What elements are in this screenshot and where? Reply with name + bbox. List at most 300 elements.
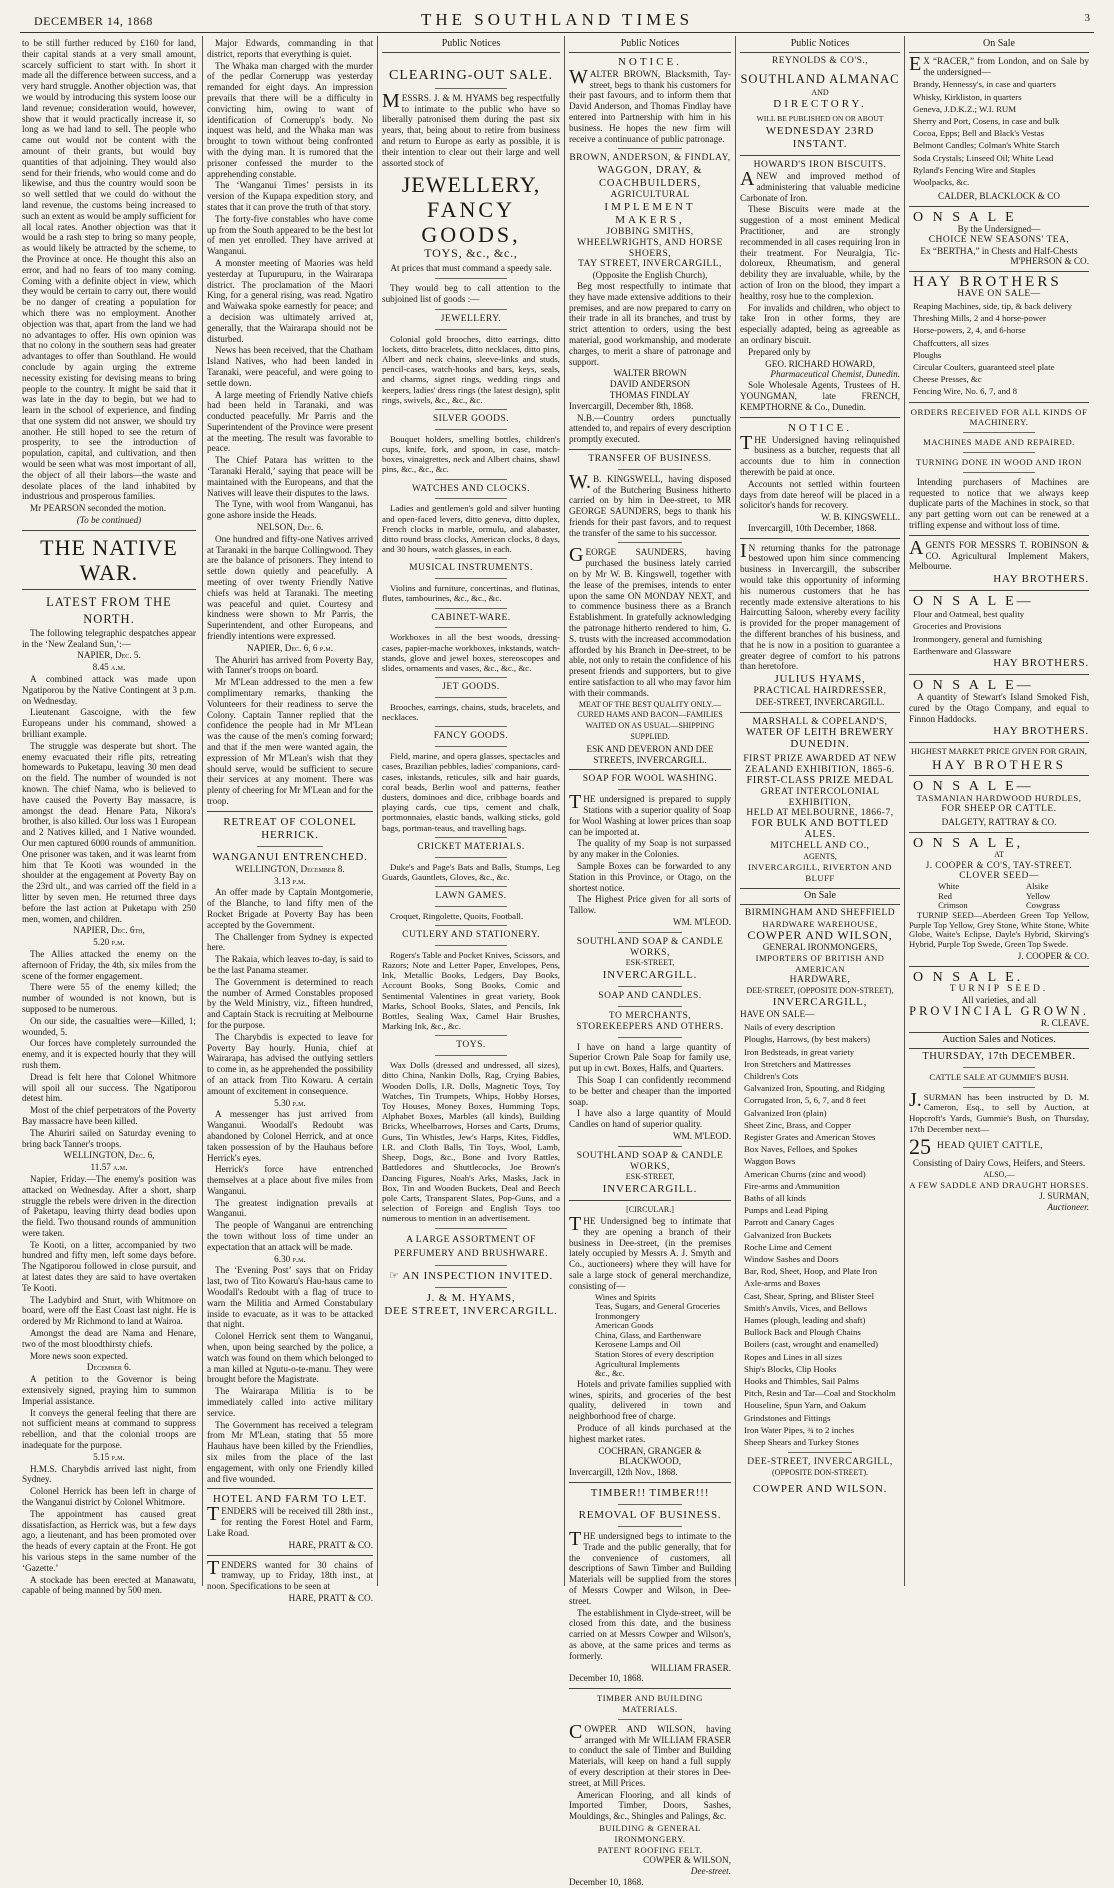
column-rule bbox=[377, 36, 378, 1586]
howard-text: For invalids and children, who object to take Iron in other forms, they are especially adapted, being as agreeable as an ordinary biscuit. bbox=[740, 302, 900, 345]
despatch-paragraph: On our side, the casualties were—Killed, 1; wounded, 5. bbox=[22, 1015, 196, 1037]
despatch-paragraph: A petition to the Governor is being extensively signed, praying him to summon Imperial assistance. bbox=[22, 1374, 196, 1406]
waggon-line: WAGGON, DRAY, & COACHBUILDERS, bbox=[597, 165, 703, 190]
cowper-date: December 10, 1868. bbox=[569, 1876, 644, 1887]
hyams-intro: MESSRS. J. & M. HYAMS beg respectfully to intimate to the public who have so liberally patronised them during the past six years, that, being about to retire from business and return to Europe as early as possible, it is their intention to clear out their large and well assorted stock of bbox=[382, 89, 560, 168]
column-3 bbox=[382, 38, 560, 1586]
cowper-street: Dee-street. bbox=[690, 1866, 731, 1877]
despatch-paragraph: A stockade has been erected at Manawatu, capable of being manned by 500 men. bbox=[22, 1574, 196, 1596]
despatch-paragraph: It conveys the general feeling that there are not sufficient means at command to suppress rebellion, and that the colonial troops are inadequate for the purpose. bbox=[22, 1407, 196, 1451]
divider bbox=[207, 1488, 373, 1489]
tay-street-line: TAY STREET, INVERCARGILL, bbox=[578, 259, 722, 270]
despatch-paragraph: The Government is determined to reach the number of Armed Constables proposed by the Weld Ministry, viz., fifteen hundred, and Captain Stack is recruiting at Melbourne for the purpose. bbox=[207, 976, 373, 1030]
racer-item: Brandy, Hennessy's, in case and quarters bbox=[913, 79, 1056, 90]
surman-signature: J. SURMAN, bbox=[1039, 1191, 1089, 1202]
circular-text: Hotels and private families supplied with wines, spirits, and groceries of the best quality, delivered in town and neighborhood free of charge. bbox=[569, 1378, 731, 1422]
despatch-paragraph: Colonel Herrick sent them to Wanganui, when, upon being searched by the police, a watch was found on them which belonged to a man killed at Ngutu-o-te-manu. They were brought before the Magistrate. bbox=[207, 1331, 373, 1385]
despatch-paragraph: The Challenger from Sydney is expected here. bbox=[207, 931, 373, 953]
leith-line: WATER OF LEITH BREWERY bbox=[745, 726, 895, 738]
hardware-item: Houseline, Spun Yarn, and Oakum bbox=[744, 1400, 866, 1411]
column-6 bbox=[909, 38, 1089, 1586]
despatch-paragraph: Dread is felt here that Colonel Whitmore will spoil all our success. The Ngatiporou detest him. bbox=[22, 1071, 196, 1104]
hardware-item: Window Sashes and Doors bbox=[744, 1254, 839, 1265]
page-corner-mark: 3 bbox=[1084, 12, 1090, 24]
divider bbox=[435, 746, 506, 747]
divider bbox=[435, 278, 506, 279]
invercargill-line: INVERCARGILL, bbox=[772, 996, 868, 1009]
hardware-item: Grindstones and Fittings bbox=[744, 1412, 831, 1423]
dee-opposite-line: DEE-STREET, (OPPOSITE DON-STREET), bbox=[746, 985, 894, 995]
sheep-line: FOR SHEEP OR CATTLE. bbox=[941, 803, 1057, 814]
article-paragraph: One hundred and fifty-one Natives arrived at Taranaki in the barque Collingwood. They are the balance of prisoners. They intend to settle down quietly and peacefully. A meeting of over twenty Friendly Native chiefs was held at Taranaki. The meeting was peaceful and quiet. Courtesy and kindness were shown to Mr Parris, the Superintendent, and other Europeans, and friendly intentions were expressed. bbox=[207, 533, 373, 642]
howard-text: These Biscuits were made at the suggestion of a most eminent Medical Practitioner, and are strongly recommended in all cases requiring Iron in their treatment. For Neuralgia, Tic-doloreux, Rheumatism, and general debility they are invaluable, while, by the action of Iron on the blood, they impart a healthy, rosy hue to the complexion. bbox=[740, 204, 900, 301]
removal-text: The establishment in Clyde-street, will be closed from this date, and the business carried on at Messrs Cowper and Wilson's, as above, at the same prices and terms as formerly. bbox=[569, 1607, 731, 1661]
inspection-line: ☞ AN INSPECTION INVITED. bbox=[388, 1269, 554, 1282]
despatch-paragraph: 8.45 a.m. bbox=[92, 662, 126, 673]
mcleod-signature: WM. M'LEOD. bbox=[672, 1130, 731, 1141]
continued-note: (To be continued) bbox=[76, 515, 142, 526]
gummies-bush-line: CATTLE SALE AT GUMMIE'S BUSH. bbox=[929, 1071, 1069, 1082]
divider bbox=[618, 1006, 683, 1007]
clover-variety: Cowgrass bbox=[1025, 900, 1060, 911]
fraser-signature: WILLIAM FRASER. bbox=[650, 1662, 731, 1673]
provisions-item: Ironmongery, general and furnishing bbox=[913, 633, 1042, 644]
column-4 bbox=[569, 38, 732, 1887]
dalgety-signature: DALGETY, RATTRAY & CO. bbox=[941, 816, 1057, 827]
clover-right-list bbox=[1026, 882, 1060, 911]
article-paragraph: The forty-five constables who have come up from the South appeared to be the best lot of men yet enrolled. They have arrived at Wanganui. bbox=[207, 213, 373, 257]
despatch-paragraph: An offer made by Captain Montgomerie, of the Blanche, to land fifty men of the Rocket Brigade at Poverty Bay has been accepted by the Government. bbox=[207, 887, 373, 930]
racer-item: Geneva, J.D.K.Z.; W.I. RUM bbox=[913, 103, 1017, 114]
column-5 bbox=[740, 38, 900, 1586]
divider bbox=[909, 742, 1089, 743]
machinery-list bbox=[909, 300, 1089, 398]
felt-line: PATENT ROOFING FELT. bbox=[597, 1844, 703, 1855]
divider bbox=[435, 837, 506, 838]
hardware-item: Baths of all kinds bbox=[744, 1193, 806, 1204]
divider bbox=[435, 558, 506, 559]
cattle-count: 25 bbox=[909, 1133, 931, 1159]
jewellery-headline: JEWELLERY, bbox=[401, 172, 541, 198]
hyams-signature: J. & M. HYAMS, bbox=[426, 1291, 516, 1304]
hardware-item: Roche Lime and Cement bbox=[744, 1241, 832, 1252]
saunders-text: GEORGE SAUNDERS, having purchased the business lately carried on by Mr W. B. Kingswell, together with the lease of the premises, intends to enter upon the same ON MONDAY NEXT, and to commence business there as a Branch Establishment. In gratefully acknowledging the patronage hitherto rendered to him, G. S. trusts with the increased accommodation afforded by his Branch in Dee-street, to be able, not only to retain the confidence of his present friends and supporters, but to give entire satisfaction to all who may favor him with their commands. bbox=[569, 544, 732, 698]
reynolds-line: REYNOLDS & CO'S., bbox=[771, 55, 869, 66]
article-paragraph: The ‘Wanganui Times’ persists in its version of the Kupapa expedition story, and states that it can prove the truth of that story. bbox=[207, 180, 373, 212]
brown-date: Invercargill, December 8th, 1868. bbox=[569, 400, 694, 411]
fancy-goods-headline: FANCY GOODS, bbox=[421, 197, 521, 248]
at-line: AT bbox=[994, 849, 1004, 859]
goods-section-text: Violins and furniture, concertinas, and flutinas, flutes, tambourines, &c., &c., &c. bbox=[382, 583, 560, 604]
hardware-item: Pitch, Resin and Tar—Coal and Stockholm bbox=[744, 1388, 896, 1399]
machinery-item: Cheese Presses, &c bbox=[913, 374, 982, 385]
article-paragraph: to be still further reduced by £160 for land, their capital stands at a very small amount, scarcely sufficient to start with. In short it made all the difference between success, and a very hard struggle. Another objection was, that we would by introducing this system loose our land revenue; consideration would, however, show that it would practically increase it, so long as we had land to sell. The people who came out would not be content with the amount of their grants, but would buy quantities of that adjoining. They would also send for their friends, who would come and do likewise, and thus the country would soon be so well settled that we could do without the land revenue, the customs being increased to such an extent as would be amply sufficient for all local rates. Another objection was that it would be a rash step to bring so many people, as would likely be attracted by the scheme, to the Province at once. He thought this also an error, and had no fears of too many coming. Coming with a definite object in view, which they would be certain to carry out, there would be no danger of creating a population for which there was no employment. Another objection was that, apart from the land we had no advantages to offer. His own opinion was that no colony in the southern seas had greater advantages to offer than Southland. He would conclude by again urging the extreme necessity existing for devising means to bring people to the country. It might be said that it was late in the day to begin, but we had to learn in the school of experience, and finding that one system did not answer, we should try another. He still hoped to see the return of prosperity, to see the introduction of population, capital, and cultivation, and then would be seen what was most important of all, the object of all their labors—the waste and desolate places of the land inhabited by industrious and prosperous families. bbox=[22, 38, 196, 502]
clover-variety: White bbox=[938, 880, 960, 891]
hotel-signature: HARE, PRATT & CO. bbox=[288, 1539, 373, 1550]
goods-section-title: FANCY GOODS. bbox=[433, 731, 509, 742]
divider bbox=[909, 402, 1089, 403]
column-heading: Public Notices bbox=[740, 39, 900, 53]
article-paragraph: News has been received, that the Chatham Island Natives, who had been landed in Taranaki, were peaceful, and were going to settle down. bbox=[207, 345, 373, 388]
divider bbox=[207, 1555, 373, 1556]
divider bbox=[740, 155, 900, 156]
column-rule bbox=[904, 36, 905, 1586]
goods-section-text: Colonial gold brooches, ditto earrings, ditto lockets, ditto bracelets, ditto necklaces, ditto pins, Albert and neck chains, sleeve-links and studs, pencil-cases, watch-hooks and bars, keys, seals, and charms, signet rings, wedding rings and keepers, ladies' dress rings (the latest design), split rings, swivels, &c., &c., &c. bbox=[382, 333, 560, 405]
tea-line: CHOICE NEW SEASONS' TEA, bbox=[928, 234, 1070, 245]
despatch-paragraph: NAPIER, Dec. 5. bbox=[77, 650, 141, 661]
on-sale-heading: O N S A L E— bbox=[913, 594, 1034, 610]
despatch-paragraph: H.M.S. Charybdis arrived last night, from Sydney. bbox=[22, 1463, 196, 1485]
hardware-warehouse-line: HARDWARE WAREHOUSE, bbox=[762, 918, 878, 929]
first-prize-line: FIRST PRIZE AWARDED AT NEW bbox=[743, 754, 897, 765]
candles-text: I have also a large quantity of Mould Candles on hand of superior quality. bbox=[569, 1108, 731, 1130]
goods-section-title: LAWN GAMES. bbox=[435, 891, 507, 902]
hay-brothers-heading: HAY BROTHERS bbox=[932, 757, 1066, 773]
clover-table bbox=[909, 882, 1089, 911]
clover-variety: Crimson bbox=[938, 900, 968, 911]
provisions-item: Groceries and Provisions bbox=[913, 621, 1002, 632]
agents-line: AGENTS, bbox=[803, 851, 837, 861]
article-paragraph: A large meeting of Friendly Native chiefs had been held in Taranaki, and was conducted peacefully. Mr Parris and the Superintendent of the Province were present at the meeting. The result was favorable to peace. bbox=[207, 389, 373, 454]
divider bbox=[569, 1482, 731, 1483]
despatch-paragraph: The Government has received a telegram from Mr M'Lean, stating that 55 more Hauhaus have been killed by the Friendlies, six miles from the place of the last engagement, with only one Friendly killed and five wounded. bbox=[207, 1419, 373, 1484]
divider bbox=[909, 271, 1089, 272]
opposite-line: (Opposite the English Church), bbox=[592, 270, 708, 281]
despatch-paragraph: The Rakaia, which leaves to-day, is said to be the last Panama steamer. bbox=[207, 954, 373, 975]
wellington-despatches bbox=[207, 864, 373, 1485]
article-paragraph: A monster meeting of Maories was held yesterday at Tupurupuru, in the Wairarapa district. The proclamation of the Maori King, for a general rising, was read. Ngatiro and Waiwaka spoke earnestly for peace; and a decision was ultimately arrived at, generally, that the Wairarapa should not be disturbed. bbox=[207, 257, 373, 344]
retreat-headline: RETREAT OF COLONEL HERRICK. bbox=[223, 815, 357, 841]
clover-variety: Yellow bbox=[1025, 890, 1051, 901]
circular-text: THE Undersigned beg to intimate that they are opening a branch of their business in Dee-street, (in the premises lately occupied by Messrs A. J. Smyth and Co., auctioneers) where they will have for sale a large stock of general merchandize, consisting of— bbox=[569, 1212, 731, 1291]
despatch-paragraph: There were 55 of the enemy killed; the number of wounded is not known, but is supposed to be numerous. bbox=[22, 982, 196, 1014]
article-paragraph: Major Edwards, commanding in that district, reports that everything is quiet. bbox=[207, 38, 373, 59]
article-paragraph: The Chief Patara has written to the ‘Taranaki Herald,’ saying that peace will be maintained with the Europeans, and that the Natives will leave their disputes to the laws. bbox=[207, 455, 373, 498]
robinson-agents: AGENTS FOR MESSRS T. ROBINSON & CO. Agricultural Implement Makers, Melbourne. bbox=[909, 536, 1089, 572]
divider bbox=[569, 1688, 731, 1689]
racer-item: Whisky, Kirkliston, in quarters bbox=[913, 91, 1022, 102]
divider bbox=[909, 590, 1089, 591]
divider bbox=[435, 1228, 506, 1229]
divider bbox=[618, 1504, 683, 1505]
howard-signature: GEO. RICHARD HOWARD, bbox=[765, 358, 875, 369]
divider bbox=[569, 769, 731, 770]
article-paragraph: The Tyne, with wool from Wanganui, has gone ashore inside the Heads. bbox=[207, 499, 373, 521]
on-sale-heading: O N S A L E, bbox=[913, 835, 1024, 851]
by-undersigned: By the Undersigned— bbox=[957, 224, 1041, 235]
hardware-item: Corrugated Iron, 5, 6, 7, and 8 feet bbox=[744, 1095, 866, 1106]
cowper-signature: COWPER & WILSON, bbox=[643, 1855, 731, 1866]
hardware-item: Smith's Anvils, Vices, and Bellows bbox=[744, 1302, 868, 1313]
despatch-paragraph: The struggle was desperate but short. The enemy evacuated their rifle pits, retreating homewards to Puketapu, leaving 30 men dead on the field. The number of wounded is not known. The chief Nama, who is believed to have caused the Poverty Bay massacre, is amongst the dead. Henare Pata, Nikora's brother, is also killed. Our loss was 1 European and 2 Natives killed, and 1 Native wounded. Our men captured 6000 rounds of ammunition. One prisoner was taken, and it was learnt from him that Te Kooti was wounded in the shoulder at the engagement at Poverty Bay on the 23rd ult., and was carried off the field in a litter by seven men. He returned three days before the last action at Puketapu with 250 men, women, and children. bbox=[22, 740, 196, 924]
hardware-item: Iron Stretchers and Mattresses bbox=[744, 1058, 851, 1069]
despatch-paragraph: More news soon expected. bbox=[30, 1350, 128, 1361]
divider bbox=[435, 498, 506, 499]
column-heading: On Sale bbox=[909, 39, 1089, 53]
intercolonial-line: GREAT INTERCOLONIAL EXHIBITION, bbox=[760, 786, 880, 808]
divider bbox=[788, 1452, 852, 1453]
divider bbox=[435, 329, 506, 330]
divider bbox=[909, 832, 1089, 833]
tramway-text: TENDERS wanted for 30 chains of tramway, up to Friday, 18th inst., at noon. Specifications to be seen at bbox=[207, 1556, 373, 1592]
divider bbox=[22, 530, 196, 531]
varieties-line: All varieties, and all bbox=[961, 994, 1037, 1005]
mitchell-line: MITCHELL AND CO., bbox=[770, 840, 870, 851]
tramway-signature: HARE, PRATT & CO. bbox=[288, 1592, 373, 1603]
divider bbox=[435, 1055, 506, 1056]
despatch-paragraph: WELLINGTON, Dec. 6, bbox=[63, 1150, 155, 1161]
clover-variety: Red bbox=[938, 890, 952, 901]
despatch-paragraph: 5.15 p.m. bbox=[93, 1451, 125, 1462]
consisting-line: Consisting of Dairy Cows, Heifers, and Steers. bbox=[912, 1157, 1086, 1168]
on-sale-heading: O N S A L E— bbox=[913, 678, 1034, 693]
divider bbox=[740, 538, 900, 539]
despatch-paragraph: 5.30 p.m. bbox=[274, 1097, 306, 1108]
divider bbox=[435, 1035, 506, 1036]
hay-signature: HAY BROTHERS. bbox=[993, 657, 1089, 669]
perfumery-line: A LARGE ASSORTMENT OF PERFUMERY AND BRUSHWARE. bbox=[394, 1234, 548, 1259]
meat-line: MEAT OF THE BEST QUALITY ONLY.—CURED HAMS AND BACON—FAMILIES WAITED ON AS USUAL—SHIPPING SUPPLIED. bbox=[577, 699, 723, 742]
birmingham-line: BIRMINGHAM AND SHEFFIELD bbox=[744, 907, 896, 918]
brown-nb: N.B.—Country orders punctually attended to, and repairs of every description promptly executed. bbox=[569, 412, 731, 445]
divider bbox=[569, 1200, 731, 1201]
despatch-paragraph: Amongst the dead are Nama and Henare, two of the most bloodthirsty chiefs. bbox=[22, 1328, 196, 1349]
opposite-footer: (OPPOSITE DON-STREET). bbox=[772, 1468, 868, 1478]
goods-section-text: Rogers's Table and Pocket Knives, Scissors, and Razors; Note and Letter Paper, Envelopes, Pens, Ink, Metallic Books, Ledgers, Day Books, Account Books, Song Books, Comic and Sentimental Valentines in great variety, Book Marks, School Books, Slates, and Pencils, Ink Bottles, Sealing Wax, Camel Hair Brushes, Marking Ink, &c., &c. bbox=[382, 949, 560, 1032]
kingswell-notice: THE Undersigned having relinquished business as a butcher, requests that all accounts due to him in connection therewith be paid at once. bbox=[740, 431, 900, 477]
goods-section-title: CRICKET MATERIALS. bbox=[417, 841, 525, 852]
esk-street: ESK-STREET, bbox=[625, 958, 675, 968]
column-heading: Public Notices bbox=[569, 39, 731, 53]
prices-line: At prices that must command a speedy sale. bbox=[390, 263, 552, 274]
jobbing-line: JOBBING SMITHS, bbox=[606, 226, 694, 237]
goods-section-title: CABINET-WARE. bbox=[431, 612, 511, 623]
dunedin-line: DUNEDIN. bbox=[790, 738, 850, 751]
hay-signature: HAY BROTHERS. bbox=[993, 573, 1089, 586]
howard-headline: HOWARD'S IRON BISCUITS. bbox=[753, 160, 887, 171]
hardware-item: Galvanized Iron (plain) bbox=[744, 1107, 827, 1118]
have-on-sale: HAVE ON SALE— bbox=[740, 1009, 815, 1020]
divider bbox=[909, 206, 1089, 207]
goods-section-title: CUTLERY AND STATIONERY. bbox=[402, 930, 540, 941]
hardware-line: HARDWARE, bbox=[789, 974, 851, 985]
divider bbox=[963, 1087, 1035, 1088]
divider bbox=[618, 469, 683, 470]
divider bbox=[618, 789, 683, 790]
goods-item: Wines and Spirits bbox=[595, 1291, 656, 1302]
esk-address: ESK AND DEVERON AND DEE STREETS, INVERCARGILL. bbox=[586, 743, 714, 765]
article-paragraph: The Ahuriri has arrived from Poverty Bay, with Tanner's troops on board. bbox=[207, 654, 373, 676]
divider bbox=[909, 775, 1089, 776]
provisions-list bbox=[909, 608, 1089, 657]
newspaper-title: THE SOUTHLAND TIMES bbox=[420, 10, 694, 29]
partner-name: THOMAS FINDLAY bbox=[609, 389, 691, 400]
machines-line: MACHINES MADE AND REPAIRED. bbox=[923, 437, 1075, 448]
directory-title: DIRECTORY. bbox=[773, 98, 867, 111]
hardware-item: Cast, Shear, Spring, and Blister Steel bbox=[744, 1290, 875, 1301]
hardware-item: Hooks and Thimbles, Sail Palms bbox=[744, 1376, 859, 1387]
despatch-paragraph: 3.13 p.m. bbox=[274, 875, 306, 886]
machinery-item: Ploughs bbox=[913, 349, 942, 360]
intending-text: Intending purchasers of Machines are requested to notice that we always keep duplicate parts of the Machines in stock, so that any part getting worn out can be renewed at a trifling expense and without loss of time. bbox=[909, 476, 1089, 530]
despatch-paragraph: Colonel Herrick has been left in charge of the Wanganui district by Colonel Whitmore. bbox=[22, 1486, 196, 1508]
machinery-item: Circular Coulters, guaranteed steel plate bbox=[913, 362, 1055, 373]
candles-text: This Soap I can confidently recommend to be better and cheaper than the imported soap. bbox=[569, 1074, 731, 1107]
article-continuation bbox=[207, 38, 373, 807]
hairdresser-line: PRACTICAL HAIRDRESSER, bbox=[753, 686, 887, 697]
divider bbox=[435, 1265, 506, 1266]
divider bbox=[435, 608, 506, 609]
soap-works: SOUTHLAND SOAP & CANDLE WORKS, bbox=[576, 1150, 724, 1172]
removal-headline: REMOVAL OF BUSINESS. bbox=[578, 1509, 722, 1522]
cowper-signature: COWPER AND WILSON. bbox=[752, 1482, 888, 1495]
and-line: AND bbox=[811, 87, 829, 97]
despatch-paragraph: Most of the chief perpetrators of the Poverty Bay massacre have been killed. bbox=[22, 1105, 196, 1126]
hardware-item: American Churns (zinc and wood) bbox=[744, 1168, 866, 1179]
cochran-date: Invercargill, 12th Nov., 1868. bbox=[569, 1467, 678, 1478]
circular-label: [CIRCULAR.] bbox=[626, 1205, 674, 1215]
kingswell-signature: W. B. KINGSWELL. bbox=[820, 512, 900, 523]
thursday-line: THURSDAY, 17th DECEMBER. bbox=[922, 1050, 1076, 1062]
despatch-paragraph: The people of Wanganui are entrenching the town without loss of time under an expectation that an attack will be made. bbox=[207, 1220, 373, 1252]
soap-headline: SOAP FOR WOOL WASHING. bbox=[582, 774, 718, 785]
kingswell-text: W.B. KINGSWELL, having disposed of the Butchering Business hitherto carried on by him in Dee-street, to MR GEORGE SAUNDERS, begs to thank his friends for their past favors, and to request the transfer of the same to his successor. bbox=[569, 470, 731, 538]
hyams-haircutting-text: IN returning thanks for the patronage bestowed upon him since commencing business in Invercargill, the subscriber would take this opportunity of informing his numerous customers that he has recently made extensive alterations to his Haircutting Saloon, whereby every facility is provided for the proper management of the different branches of his business, and that he is now in a position to guarantee a greater degree of comfort to his patrons than heretofore. bbox=[740, 539, 900, 672]
soap-works: SOUTHLAND SOAP & CANDLE WORKS, bbox=[576, 936, 724, 958]
despatch-paragraph: The Allies attacked the enemy on the afternoon of Friday, the 4th, six miles from the scene of the former engagement. bbox=[22, 948, 196, 981]
auctioneer-line: Auctioneer. bbox=[1047, 1201, 1089, 1212]
divider bbox=[618, 542, 683, 543]
article-paragraph: NAPIER, Dec. 6, 6 p.m. bbox=[246, 642, 333, 653]
hardware-item: Parrott and Canary Cages bbox=[744, 1217, 835, 1228]
despatch-paragraph: The Charybdis is expected to leave for Poverty Bay hourly. Hunia, chief at Wairarapa, has advised the outlying settlers to come in, as he apprehended the possibility of an attack from Tito Kowaru. A certain amount of excitement in consequence. bbox=[207, 1031, 373, 1096]
goods-item: Ironmongery bbox=[595, 1310, 640, 1321]
hardware-item: Pumps and Lead Piping bbox=[744, 1205, 828, 1216]
soap-text: Sample Boxes can be forwarded to any Station in this Province, or Otago, on the shortest notice. bbox=[569, 861, 731, 893]
candles-text: I have on hand a large quantity of Superior Crown Pale Soap for family use, put up in cwt. Boxes, Halfs, and Quarters. bbox=[569, 1041, 731, 1074]
surman-text: J.SURMAN has been instructed by D. M. Cameron, Esq., to sell by Auction, at Hopcroft's Yards, Gummie's Bush, on Thursday, 17th December next— bbox=[909, 1088, 1089, 1134]
hardware-item: Boilers (cast, wrought and enamelled) bbox=[744, 1339, 879, 1350]
goods-section-title: TOYS. bbox=[456, 1040, 486, 1051]
goods-section-text: Ladies and gentlemen's gold and silver hunting and open-faced levers, ditto geneva, ditto duplex, French clocks in marble, ormulu, and alabaster, ditto round brass clocks, American clocks, 8 days, and 30 hours, watch glasses, in each. bbox=[382, 503, 560, 555]
goods-item: Station Stores of every description bbox=[595, 1349, 714, 1360]
notice-headline: NOTICE. bbox=[787, 421, 853, 434]
divider bbox=[963, 432, 1035, 433]
ales-line: FOR BULK AND BOTTLED ALES. bbox=[751, 818, 889, 841]
firm-name: BROWN, ANDERSON, & FINDLAY, bbox=[569, 153, 731, 164]
bertha-line: Ex “BERTHA,” in Chests and Half-Chests bbox=[920, 245, 1078, 256]
machinery-item: Reaping Machines, side, tip, & back delivery bbox=[913, 301, 1073, 311]
mcleod-signature: WM. M'LEOD. bbox=[672, 916, 731, 927]
orders-line: ORDERS RECEIVED FOR ALL KINDS OF MACHINERY. bbox=[910, 406, 1088, 428]
divider bbox=[618, 1719, 683, 1720]
dee-street-line: DEE-STREET, INVERCARGILL. bbox=[755, 697, 885, 708]
hardware-item: Iron Bedsteads, in great variety bbox=[744, 1046, 855, 1057]
divider bbox=[618, 148, 683, 149]
goods-section-title: JET GOODS. bbox=[442, 682, 500, 693]
despatch-paragraph: The appointment has caused great dissatisfaction, as Herrick was, but a few days ago, a lieutenant, and has been promoted over the heads of every captain at the Front. He got his various steps in the same number of the ‘Gazette.’ bbox=[22, 1508, 196, 1573]
cochran-signature: COCHRAN, GRANGER & BLACKWOOD, bbox=[598, 1445, 702, 1467]
cowper-text: American Flooring, and all kinds of Imported Timber, Doors, Sashes, Mouldings, &c., Shingles and Palings, &c. bbox=[569, 1789, 731, 1822]
prize-medal-line: FIRST-CLASS PRIZE MEDAL bbox=[746, 775, 894, 787]
ironmongery-line: BUILDING & GENERAL IRONMONGERY. bbox=[599, 1822, 701, 1844]
goods-item: &c., &c. bbox=[595, 1368, 625, 1379]
divider bbox=[909, 966, 1089, 967]
toys-headline: TOYS, &c., &c., bbox=[424, 246, 518, 261]
divider bbox=[435, 906, 506, 907]
cattle-line bbox=[909, 1133, 1089, 1159]
racer-item: Ryland's Fencing Wire and Staples bbox=[913, 164, 1036, 175]
cooper-signature: J. COOPER & CO. bbox=[1017, 950, 1089, 961]
soap-text: The quality of my Soap is not surpassed by any maker in the Colonies. bbox=[569, 838, 731, 860]
divider bbox=[963, 1067, 1035, 1068]
divider bbox=[963, 452, 1035, 453]
goods-section-text: Workboxes in all the best woods, dressing-cases, papier-mache workboxes, inkstands, watch-stands, glove and jewel boxes, stereoscopes and slides, ornaments and vases, &c., &c., &c. bbox=[382, 632, 560, 674]
hardware-item: Bar, Rod, Sheet, Hoop, and Plate Iron bbox=[744, 1266, 878, 1277]
hardware-item: Fire-arms and Ammunition bbox=[744, 1180, 840, 1191]
despatch-paragraph: The following telegraphic despatches appear in the ‘New Zealand Sun,’:— bbox=[22, 627, 196, 649]
hotel-headline: HOTEL AND FARM TO LET. bbox=[212, 1493, 368, 1506]
divider bbox=[435, 925, 506, 926]
kingswell-date: Invercargill, 10th December, 1868. bbox=[748, 522, 877, 533]
pointing-hand-icon: ☞ bbox=[388, 1269, 403, 1282]
on-sale-heading: O N S A L E bbox=[913, 210, 1017, 226]
published-line: WILL BE PUBLISHED ON OR ABOUT bbox=[756, 114, 884, 124]
turnip-text: TURNIP SEED—Aberdeen Green Top Yellow, Purple Top Yellow, Grey Stone, White Stone, White Globe, Waite's Eclipse, Dayle's Hybrid, Skirving's Hybrid, Purple Top Swede, Green Top Swede. bbox=[909, 909, 1089, 950]
despatch-paragraph: The Ladybird and Sturt, with Whitmore on board, were off the East Coast last night. He is ordered by Mr Richmond to land at Wairoa. bbox=[22, 1294, 196, 1327]
divider bbox=[435, 726, 506, 727]
issue-date: DECEMBER 14, 1868 bbox=[34, 14, 153, 28]
candles-headline: SOAP AND CANDLES. bbox=[598, 991, 702, 1002]
goods-item: Teas, Sugars, and General Groceries bbox=[595, 1301, 720, 1312]
clover-left-list bbox=[938, 882, 968, 911]
timber-materials-headline: TIMBER AND BUILDING MATERIALS. bbox=[597, 1693, 703, 1714]
turnip-seed-line: TURNIP SEED. bbox=[949, 983, 1049, 994]
goods-list bbox=[569, 1293, 731, 1379]
racer-item: Woolpacks, &c. bbox=[913, 177, 970, 188]
divider bbox=[909, 535, 1089, 536]
goods-section-text: Wax Dolls (dressed and undressed, all sizes), ditto China, Nankin Dolls, Rag, Crying Babies, Wooden Dolls, I.R. Dolls, Magnetic Toys, Toy Watches, Tin Trumpets, Whips, Hobby Horses, Toy Houses, Money Boxes, Humming Tops, Alphabet Boxes, Marbles (all kinds), Building Bricks, Wheelbarrows, Horses and Carts, Drums, Guns, Tin Whistles, Jew's Harps, Kites, Fiddles, I.R. and Cloth Balls, Tin Toys, Wool, Lamb, Sheep, Dogs, &c., Bone and Ivory Rattles, Battledores and Shuttlecocks, Joe Brown's Dancing Figures, Noah's Arks, Masks, Jack in Box, Tin and Wooden Buckets, Deal and Beech pole Carts, Transparent Slates, Pop-Guns, and a selection of Foreign and English Toys too numerous to mention in an advertisement. bbox=[382, 1060, 560, 1224]
racer-item: Belmont Candles; Colman's White Starch bbox=[913, 140, 1060, 151]
marshall-line: MARSHALL & COPELAND'S, bbox=[752, 716, 888, 727]
melbourne-line: HELD AT MELBOURNE, 1866-7, bbox=[746, 808, 894, 819]
on-sale-heading: O N S A L E. bbox=[913, 969, 1024, 985]
hay-brothers-heading: HAY BROTHERS bbox=[913, 274, 1062, 291]
machinery-item: Chaffcutters, all sizes bbox=[913, 337, 989, 348]
divider bbox=[435, 945, 506, 946]
esk-street: ESK-STREET, bbox=[625, 1172, 675, 1182]
howard-prepared: Prepared only by bbox=[748, 346, 811, 357]
goods-item: American Goods bbox=[595, 1320, 654, 1331]
column-1 bbox=[22, 38, 196, 1596]
howard-agents: Sole Wholesale Agents, Trustees of H. YOUNGMAN, late FRENCH, KEMPTHORNE & Co., Dunedin. bbox=[740, 380, 900, 412]
hardware-item: Ropes and Lines in all sizes bbox=[744, 1351, 842, 1362]
wednesday-line: WEDNESDAY 23RD INSTANT. bbox=[765, 125, 875, 151]
despatch-paragraph: December 6. bbox=[86, 1362, 132, 1373]
divider bbox=[207, 811, 373, 812]
masthead bbox=[20, 8, 1094, 33]
calder-signature: CALDER, BLACKLOCK & CO bbox=[938, 191, 1060, 202]
hardware-item: Sheep Shears and Turkey Stones bbox=[744, 1437, 859, 1448]
divider bbox=[618, 1526, 683, 1527]
partner-name: WALTER BROWN bbox=[613, 368, 687, 379]
despatch-paragraph: NAPIER, Dec. 6th, bbox=[73, 925, 145, 936]
cowper-text: COWPER AND WILSON, having arranged with Mr WILLIAM FRASER to conduct the sale of Timber and Building Materials, will keep on hand a full supply of every description at their stores in Dee-street, at Mill Prices. bbox=[569, 1720, 731, 1788]
circular-text: Produce of all kinds purchased at the highest market rates. bbox=[569, 1423, 731, 1444]
racer-intro: EX “RACER,” from London, and on Sale by the undersigned— bbox=[909, 52, 1089, 77]
machinery-item: Horse-powers, 2, 4, and 6-horse bbox=[913, 325, 1026, 336]
divider bbox=[569, 449, 731, 450]
